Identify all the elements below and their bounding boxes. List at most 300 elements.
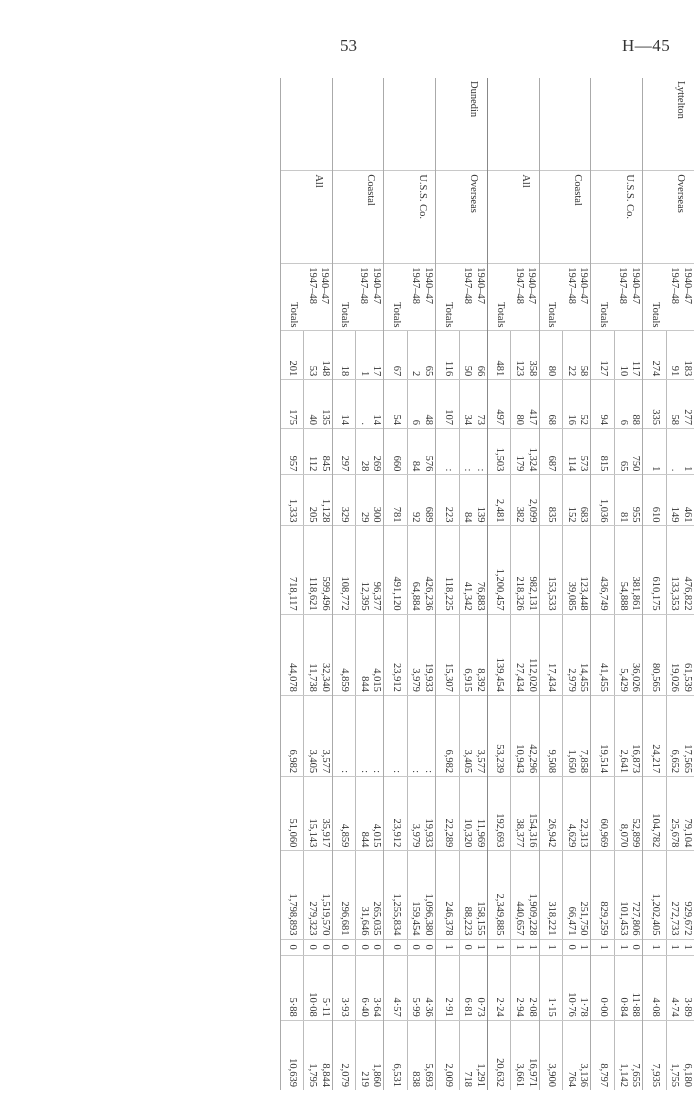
cell-value: 54,888 [617,581,629,611]
year-cell [407,264,435,331]
value-cell [459,695,487,776]
cell-value: 5·11 [319,997,331,1017]
cell-value: 750 [630,455,642,472]
cell-value: 4·74 [669,997,681,1017]
value-cell: 20,632 [487,1020,511,1090]
cell-value: 112 [306,456,318,472]
value-cell [304,526,332,614]
cell-value: 34 [462,414,474,425]
totals-row [436,78,460,1090]
value-cell: 104,782 [643,777,667,851]
value-cell [563,380,591,429]
year-cell [459,264,487,331]
cell-value: 65 [617,460,629,472]
cell-value: 1,860 [371,1063,383,1087]
cell-value: 0 [462,944,474,950]
cell-value: 73 [474,414,486,425]
cell-value: 844 [358,831,370,848]
value-cell: 2,349,885 [487,851,511,939]
value-cell [304,614,332,695]
cell-value: 0 [306,944,318,950]
value-cell [459,331,487,380]
cell-value: 265,035 [371,901,383,936]
value-cell [511,526,539,614]
cell-value: 96,377 [371,581,383,611]
statistics-table [280,78,694,1090]
value-cell: 610,175 [643,526,667,614]
cell-value: 79,104 [682,818,693,848]
value-cell: 610 [643,475,667,526]
cell-value: 382 [514,506,526,523]
value-cell: 44,078 [280,614,304,695]
cell-value: 48 [423,414,435,425]
cell-value: 599,496 [319,576,331,611]
value-cell: 68 [539,380,563,429]
value-cell [615,939,643,955]
value-cell [666,526,694,614]
value-cell: 1·15 [539,955,563,1020]
cell-value: 6 [617,419,629,425]
value-cell [666,851,694,939]
cell-value: 80 [514,414,526,425]
value-cell [459,614,487,695]
cell-value: 32,340 [319,662,331,692]
value-cell [407,851,435,939]
cell-value: 76,883 [474,581,486,611]
value-cell [304,475,332,526]
cell-value: 764 [565,1071,577,1087]
value-cell: 1,202,405 [643,851,667,939]
value-cell: 127 [591,331,615,380]
cell-value: 2 [410,370,422,377]
data-row [511,78,539,1090]
cell-value: 88 [630,414,642,425]
year-cell [304,264,332,331]
port-cell [304,78,332,171]
cell-value: 1 [682,466,693,472]
value-cell [563,851,591,939]
cell-value: 1 [578,944,590,950]
cell-value: 123 [514,360,526,377]
cell-value: 28 [358,460,370,472]
value-cell [615,1020,643,1090]
value-cell: 246,378 [436,851,460,939]
value-cell: 17,434 [539,614,563,695]
value-cell: 67 [384,331,408,380]
totals-label: Totals [487,264,511,331]
cell-value: 844 [358,676,370,692]
value-cell: 51,060 [280,777,304,851]
value-cell [666,475,694,526]
value-cell [511,1020,539,1090]
value-cell [356,851,384,939]
totals-row [332,78,356,1090]
value-cell [459,380,487,429]
value-cell [304,777,332,851]
cell-value: 135 [319,409,331,425]
cell-value: 683 [578,506,590,523]
value-cell [615,695,643,776]
value-cell: 1 [436,939,460,955]
value-cell: 192,693 [487,777,511,851]
cell-value: 2·08 [526,997,538,1017]
value-cell [615,475,643,526]
value-cell [459,526,487,614]
cell-value: 6·81 [462,997,474,1017]
cell-value: 2·94 [514,997,526,1017]
value-cell [407,331,435,380]
value-cell: 781 [384,475,408,526]
trade-cell [436,171,460,264]
value-cell [511,475,539,526]
cell-value: : [462,468,474,472]
value-cell [511,695,539,776]
cell-value: : [358,770,370,774]
cell-value: 277 [682,409,693,425]
cell-value: 159,454 [410,901,422,936]
value-cell [407,939,435,955]
value-cell: 4,859 [332,614,356,695]
value-cell [459,428,487,474]
value-cell [304,331,332,380]
cell-value: 1,755 [669,1063,681,1087]
year-cell [511,264,539,331]
cell-value: 300 [371,506,383,523]
totals-label: Totals [643,264,667,331]
data-row [356,78,384,1090]
value-cell: 3,900 [539,1020,563,1090]
value-cell [407,475,435,526]
year-cell [666,264,694,331]
trade-cell [384,171,408,264]
cell-value: 3,136 [578,1063,590,1087]
value-cell [563,526,591,614]
totals-label: Totals [591,264,615,331]
cell-value: 1,291 [474,1063,486,1087]
cell-value: 12,395 [358,581,370,611]
port-cell [563,78,591,171]
year-value: 1947–48 [462,267,474,304]
cell-value: 1,650 [565,749,577,774]
value-cell: 10,639 [280,1020,304,1090]
cell-value: 112,020 [526,658,538,692]
value-cell [563,777,591,851]
value-cell: 15,307 [436,614,460,695]
cell-value: 0 [319,944,331,950]
value-cell: 4·57 [384,955,408,1020]
value-cell [459,777,487,851]
value-cell: 687 [539,428,563,474]
year-value: 1940–47 [371,267,383,304]
trade-cell [332,171,356,264]
value-cell: 318,221 [539,851,563,939]
value-cell [407,1020,435,1090]
totals-row [643,78,667,1090]
value-cell: 0·00 [591,955,615,1020]
cell-value: 64,884 [410,581,422,611]
cell-value: 0 [630,944,642,950]
value-cell [356,380,384,429]
value-cell [666,380,694,429]
cell-value: 50 [462,365,474,377]
value-cell [304,955,332,1020]
cell-value: 25,678 [669,818,681,848]
cell-value: 22,313 [578,818,590,848]
cell-value: 36,026 [630,662,642,692]
cell-value: 218,326 [514,576,526,611]
value-cell [304,695,332,776]
value-cell: 296,681 [332,851,356,939]
value-cell: 24,217 [643,695,667,776]
cell-value: 31,646 [358,906,370,936]
cell-value: 8,070 [617,823,629,848]
cell-value: 183 [682,360,693,377]
value-cell [304,939,332,955]
port-cell [436,78,460,171]
value-cell: 815 [591,428,615,474]
trade-cell: U.S.S. Co. [407,171,435,264]
cell-value: : [474,468,486,472]
value-cell [407,428,435,474]
totals-row [384,78,408,1090]
cell-value: 11·88 [630,992,642,1017]
value-cell: 1 [539,939,563,955]
value-cell: 153,533 [539,526,563,614]
value-cell [356,475,384,526]
cell-value: : [371,770,383,774]
cell-value: 16,873 [630,744,642,774]
cell-value: 1 [669,944,681,950]
port-cell [407,78,435,171]
value-cell [615,331,643,380]
value-cell [615,851,643,939]
value-cell [563,1020,591,1090]
cell-value: 982,131 [526,576,538,611]
cell-value: 29 [358,511,370,523]
totals-label: Totals [384,264,408,331]
value-cell: 116 [436,331,460,380]
value-cell: 9,508 [539,695,563,776]
value-cell: 957 [280,428,304,474]
data-row [666,78,694,1090]
cell-value: 929,672 [682,901,693,936]
cell-value: 58 [578,365,590,377]
cell-value: 53 [306,365,318,377]
cell-value: 251,750 [578,901,590,936]
table-container [78,78,694,1090]
cell-value: 1 [514,944,526,950]
cell-value: 149 [669,506,681,523]
value-cell [407,526,435,614]
port-cell: Lyttelton [675,81,687,119]
value-cell: 53,239 [487,695,511,776]
cell-value: 16,971 [526,1058,538,1087]
cell-value: 84 [462,511,474,523]
year-value: 1940–47 [629,267,641,304]
cell-value: 3,405 [462,749,474,774]
value-cell [615,380,643,429]
port-cell [356,78,384,171]
value-cell [563,475,591,526]
value-cell: 2,009 [436,1020,460,1090]
cell-value: 573 [578,455,590,472]
value-cell [615,526,643,614]
cell-value: 727,806 [630,901,642,936]
cell-value: 7,655 [630,1063,642,1087]
value-cell: 2·91 [436,955,460,1020]
value-cell: 829,259 [591,851,615,939]
data-row [563,78,591,1090]
value-cell [304,380,332,429]
trade-cell [280,171,304,264]
value-cell [407,380,435,429]
cell-value: 88,223 [462,906,474,936]
cell-value: 1,128 [319,498,331,523]
cell-value: 52,899 [630,818,642,848]
totals-label: Totals [332,264,356,331]
cell-value: 1,324 [526,447,538,472]
trade-cell: Coastal [356,171,384,264]
cell-value: 576 [423,455,435,472]
value-cell: 6,531 [384,1020,408,1090]
cell-value: 838 [410,1071,422,1087]
value-cell [511,955,539,1020]
value-cell: 1 [487,939,511,955]
year-value: 1940–47 [319,267,331,304]
value-cell: 1,333 [280,475,304,526]
value-cell: 1,036 [591,475,615,526]
port-cell [615,78,643,171]
year-value: 1947–48 [358,267,370,304]
value-cell: 1,200,457 [487,526,511,614]
totals-row [487,78,511,1090]
value-cell [666,428,694,474]
value-cell: 2·24 [487,955,511,1020]
value-cell [563,955,591,1020]
value-cell: 835 [539,475,563,526]
cell-value: 8,392 [474,668,486,692]
cell-value: 3·89 [682,997,693,1017]
value-cell [511,614,539,695]
value-cell: 5·88 [280,955,304,1020]
cell-value: 272,733 [669,901,681,936]
value-cell [511,777,539,851]
totals-row [539,78,563,1090]
trade-cell: U.S.S. Co. [615,171,643,264]
cell-value: 42,296 [526,744,538,774]
value-cell: 329 [332,475,356,526]
value-cell: 0 [280,939,304,955]
year-value: 1940–47 [681,267,693,304]
cell-value: 118,621 [306,576,318,611]
value-cell [563,614,591,695]
cell-value: 17 [371,365,383,377]
value-cell [615,955,643,1020]
value-cell: 18 [332,331,356,380]
value-cell: 6,982 [280,695,304,776]
year-cell [615,264,643,331]
page-number: 53 [340,36,357,55]
trade-cell [591,171,615,264]
value-cell [615,777,643,851]
value-cell: 1 [591,939,615,955]
year-cell [563,264,591,331]
cell-value: 1 [358,370,370,377]
value-cell [666,777,694,851]
cell-value: 10,943 [514,744,526,774]
cell-value: 440,657 [514,901,526,936]
value-cell [666,331,694,380]
cell-value: 139 [474,506,486,523]
value-cell: 107 [436,380,460,429]
value-cell: 41,455 [591,614,615,695]
totals-row [280,78,304,1090]
value-cell [511,331,539,380]
value-cell [666,939,694,955]
value-cell [407,614,435,695]
value-cell: 23,912 [384,777,408,851]
cell-value: 41,342 [462,581,474,611]
cell-value: 0·84 [617,997,629,1017]
cell-value: 689 [423,506,435,523]
value-cell: 2,481 [487,475,511,526]
value-cell [511,851,539,939]
cell-value: 3,405 [306,749,318,774]
value-cell [563,331,591,380]
year-value: 1947–48 [617,267,629,304]
value-cell [356,1020,384,1090]
cell-value: 101,453 [617,901,629,936]
cell-value: 6·40 [358,997,370,1017]
trade-cell [539,171,563,264]
cell-value: 91 [669,365,681,377]
cell-value: 1,909,228 [526,893,538,936]
cell-value: 6,652 [669,749,681,774]
cell-value: 4·36 [423,997,435,1017]
data-row [407,78,435,1090]
value-cell: 491,120 [384,526,408,614]
cell-value: 1 [526,944,538,950]
cell-value: 3,979 [410,668,422,692]
cell-value: 58 [669,414,681,425]
cell-value: 16 [565,414,577,425]
value-cell [459,939,487,955]
value-cell [563,695,591,776]
value-cell [407,777,435,851]
port-cell [487,78,511,171]
cell-value: : [410,770,422,774]
cell-value: 845 [319,455,331,472]
year-value: 1947–48 [669,267,681,304]
cell-value: 22 [565,365,577,377]
totals-label: Totals [280,264,304,331]
cell-value: 39,085 [565,581,577,611]
trade-cell: All [304,171,332,264]
cell-value: 5,693 [423,1063,435,1087]
cell-value: 461 [682,506,693,523]
cell-value: 148 [319,360,331,377]
value-cell [563,428,591,474]
cell-value: 158,155 [474,901,486,936]
cell-value: 3,577 [474,749,486,774]
cell-value: 17,565 [682,744,693,774]
cell-value: 5·99 [410,997,422,1017]
value-cell [356,331,384,380]
value-cell: : [332,695,356,776]
value-cell: 80 [539,331,563,380]
cell-value: . [358,422,370,425]
data-row [615,78,643,1090]
